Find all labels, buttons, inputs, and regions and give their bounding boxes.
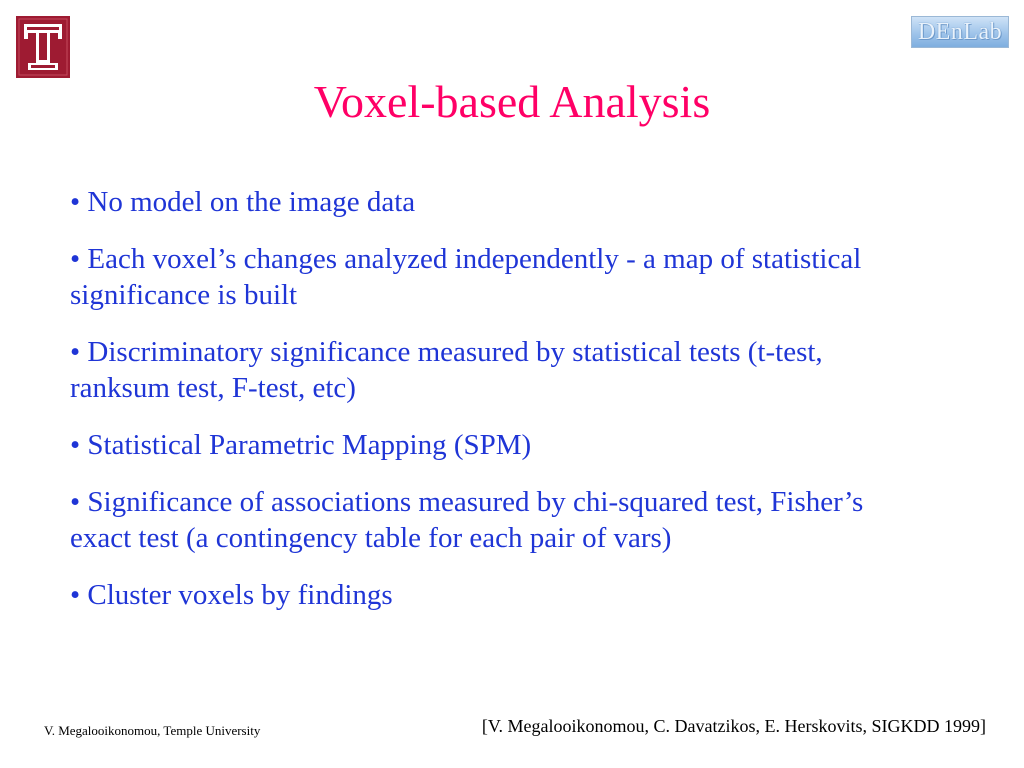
footer-author: V. Megalooikonomou, Temple University: [44, 723, 261, 738]
bullet-item: • Each voxel’s changes analyzed independently - a map of statistical significance is built: [70, 243, 862, 311]
slide-title: Voxel-based Analysis: [313, 76, 711, 127]
bullet-item: • Discriminatory significance measured by statistical tests (t-test, ranksum test, F-test, etc): [70, 336, 823, 404]
bullet-item: • Statistical Parametric Mapping (SPM): [70, 429, 532, 461]
bullet-list: [70, 184, 920, 634]
denlab-logo: [911, 16, 1009, 48]
temple-logo-icon: [16, 16, 70, 78]
bullet-item: • No model on the image data: [70, 186, 416, 218]
bullet-item: • Cluster voxels by findings: [70, 579, 393, 611]
citation: [V. Megalooikonomou, C. Davatzikos, E. Herskovits, SIGKDD 1999]: [481, 716, 986, 736]
bullet-item: • Significance of associations measured by chi-squared test, Fisher’s exact test (a contingency table for each pair of vars): [70, 486, 864, 554]
denlab-logo-text: DEnLab: [917, 19, 1003, 45]
